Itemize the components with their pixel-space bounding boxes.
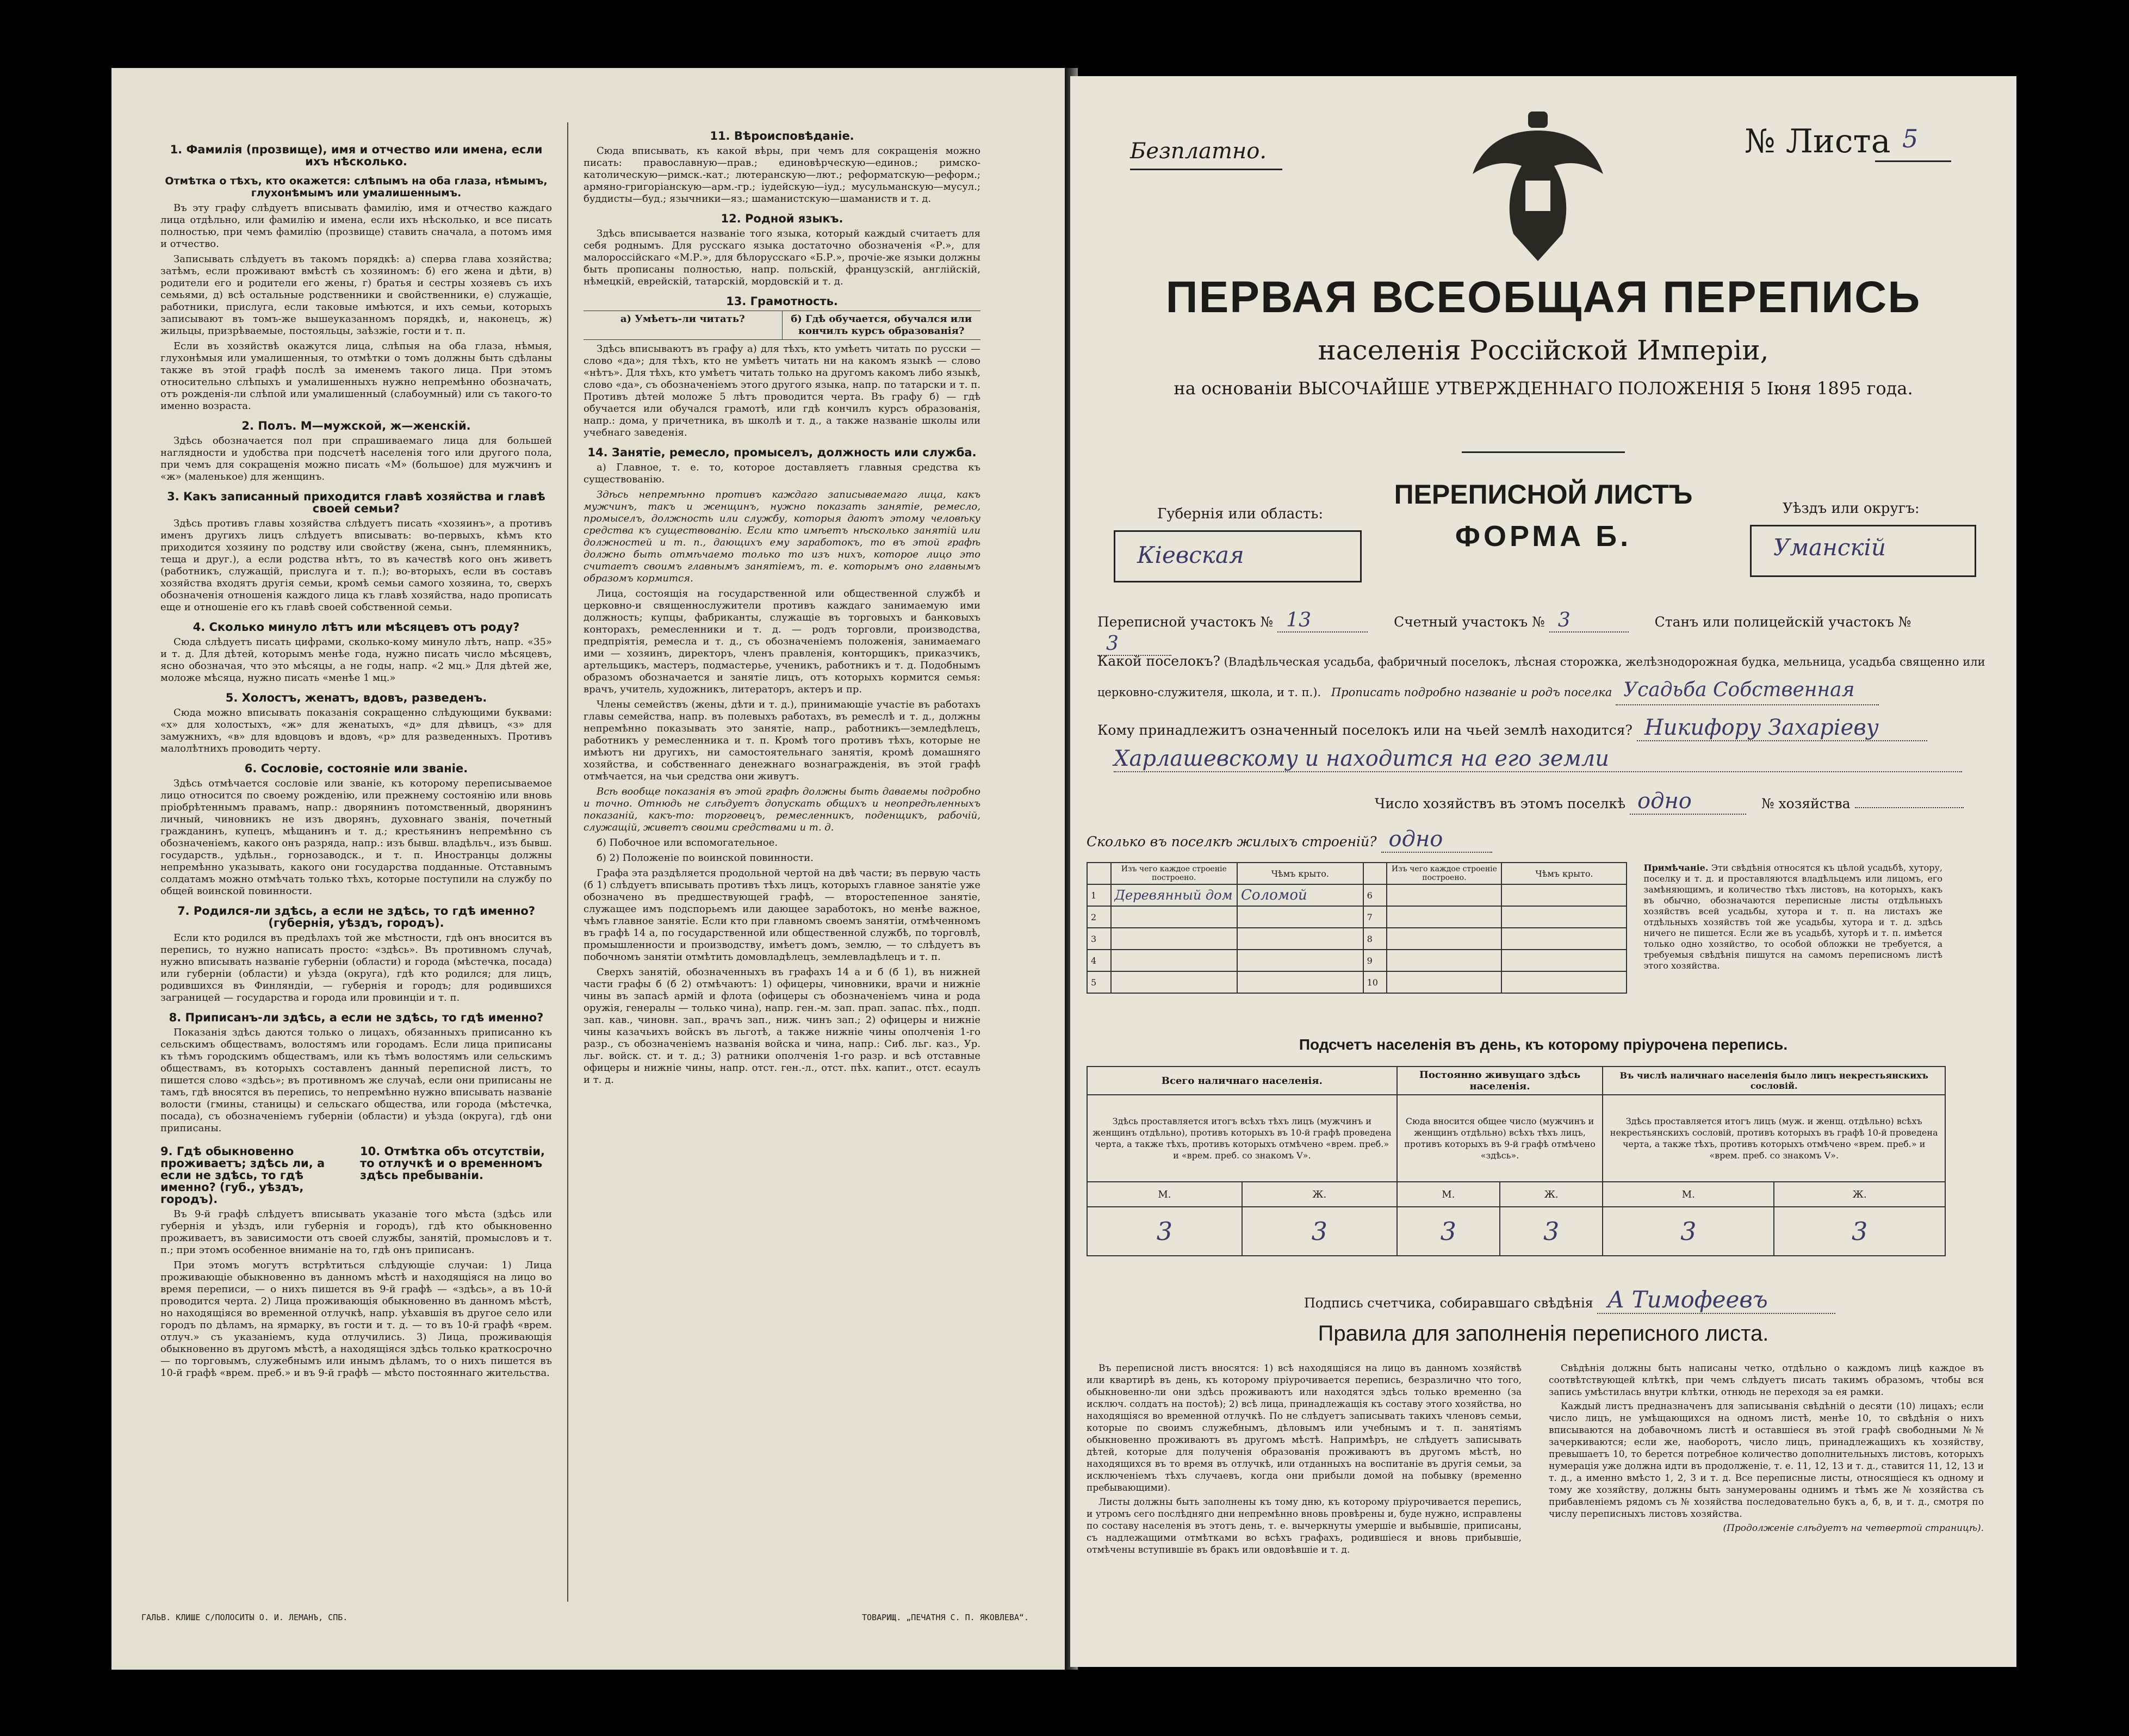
- table-header: Постоянно живущаго здѣсь населенія.: [1397, 1067, 1603, 1095]
- stan-label: Станъ или полицейскій участокъ №: [1654, 614, 1911, 630]
- uezd-box: [1750, 525, 1976, 577]
- paragraph: а) Главное, т. е. то, которое доставляетъ главныя средства къ существованію.: [584, 462, 980, 485]
- note-text: Эти свѣдѣнія относятся къ цѣлой усадьбѣ, хутору, поселку и т. д. и проставляются владѣльцемъ или лицомъ, его замѣняющимъ, и количество тѣхъ листовъ, на которыхъ, какъ въ обычно, обозначаются переписные листы отдѣльныхъ хозяйствъ всей усадьбы, хутора и т. п. на листахъ же отдѣльныхъ хозяйствъ той же усадьбы, хутора и т. д. здѣсь ничего не пишется. Если же въ усадьбѣ, хуторѣ и т. п. имѣется только одно хозяйство, то особой обложки не требуется, а требуемыя свѣдѣнія пишутся на самомъ переписномъ листѣ этого хозяйства.: [1643, 863, 1943, 971]
- section-heading: 1. Фамилія (прозвище), имя и отчество или имена, если ихъ нѣсколько.: [170, 143, 543, 168]
- sheet-number-underline: [1875, 160, 1951, 162]
- buildings-table: [1087, 862, 1946, 994]
- count-value: 3: [1774, 1207, 1945, 1256]
- row-number: 3: [1087, 928, 1111, 950]
- paragraph: Здѣсь непремѣнно противъ каждаго записываемаго лица, какъ мужчинъ, такъ и женщинъ, нужно показать занятіе, ремесло, промыселъ, должность или службу, которыя даютъ этому человѣку средства къ существованію. Если кто имѣетъ нѣсколько занятій или должностей и т. п., дающихъ ему заработокъ, то въ этой графѣ должно быть отмѣчаемо только то изъ нихъ, которое лицо это считаетъ своимъ главнымъ занятіемъ, т. е. которымъ оно главнымъ образомъ кормится.: [584, 489, 980, 584]
- table-cell: [1111, 950, 1238, 971]
- divider: [1462, 451, 1625, 453]
- section-heading: 9. Гдѣ обыкновенно проживаетъ; здѣсь ли, а если не здѣсь, то гдѣ именно? (губ., уѣздъ, городъ).: [160, 1145, 325, 1206]
- table-cell: [1237, 971, 1363, 993]
- sheet-number-value: 5: [1902, 124, 1919, 153]
- male-header: М.: [1087, 1182, 1242, 1207]
- instructions-column-2: [584, 122, 980, 1591]
- male-header: М.: [1397, 1182, 1500, 1207]
- section-heading: 14. Занятіе, ремесло, промыселъ, должность или служба.: [587, 446, 977, 459]
- section-heading: 5. Холостъ, женатъ, вдовъ, разведенъ.: [225, 691, 487, 704]
- instructions-column-1: [160, 136, 552, 1594]
- census-district-value: 13: [1277, 609, 1368, 633]
- row-number: 2: [1087, 906, 1111, 928]
- printer-credit: ГАЛЬВ. КЛИШЕ С/ПОЛОСИТЫ О. И. ЛЕМАНЪ, СПБ.: [141, 1613, 348, 1622]
- left-page: [111, 68, 1070, 1670]
- population-table: [1087, 1066, 1946, 1256]
- male-header: М.: [1603, 1182, 1774, 1207]
- double-headed-eagle-icon: [1462, 109, 1614, 272]
- paragraph: Записывать слѣдуетъ въ такомъ порядкѣ: а) сперва глава хозяйства; затѣмъ, если проживают вмѣстѣ съ хозяиномъ: б) его жена и дѣти, в) родители его и родители его жены, г) братья и сестры хозяевъ съ ихъ семьями, д) всѣ остальные родственники и свойственники, е) служащіе, работники, прислуга, если таковые имѣются, и ихъ семьи, которыхъ записывают въ томъ-же вышеуказанномъ порядкѣ, и, наконецъ, ж) жильцы, призрѣваемые, постояльцы, заѣзжіе, гости и т. п.: [160, 253, 552, 337]
- buildings-label: Сколько въ поселкѣ жилыхъ строеній?: [1087, 834, 1377, 850]
- counting-district-value: 3: [1549, 609, 1629, 633]
- paragraph: Сверхъ занятій, обозначенныхъ въ графахъ 14 а и б (б 1), въ нижней части графы б (б 2) отмѣчаютъ: 1) офицеры, чиновники, врачи и нижніе чины въ запасѣ армій и флота (офицеры съ обозначеніемъ чина и рода оружія, генералы — только чина), напр. ген.-м. зап. прап. запас. пѣх., подп. зап. кав., чиновн. зап., врачъ зап., ниж. чинъ зап.; 2) офицеры и нижніе чины казачьихъ войскъ въ льготѣ, а также нижніе чины ополченія 1-го разр., съ обозначеніемъ названія войска и чина, напр.: Сиб. льг. каз., Ур. льг. войск. ст. и т. д.; 3) ратники ополченія 1-го разр. и всѣ отставные офицеры и нижніе чины, напр. отст. ген.-л., отст. пѣх. капит., отст. есаулъ и т. д.: [584, 966, 980, 1086]
- table-cell: [1501, 884, 1627, 906]
- literacy-question-a: а) Умѣетъ-ли читать?: [584, 311, 783, 339]
- table-cell: Здѣсь проставляется итогъ всѣхъ тѣхъ лицъ (мужчинъ и женщинъ отдѣльно), противъ которыхъ въ 10-й графѣ проведена черта, а также тѣхъ, противъ которыхъ отмѣчено «врем. преб.» и «врем. преб. со знакомъ V».: [1087, 1095, 1397, 1182]
- paragraph: Показанія здѣсь даются только о лицахъ, обязанныхъ приписанно къ сельскимъ обществамъ, волостямъ или городамъ. Если лица приписаны къ тѣмъ городскимъ обществамъ, или къ тѣмъ волостямъ или сельскимъ обществамъ, въ которыхъ составленъ данный переписной листъ, то пишется слово «здѣсь»; въ противномъ же случаѣ, если они приписаны не тамъ, гдѣ вносятся въ перепись, то непремѣнно нужно вписывать названіе волости (гмины, станицы) и сельскаго общества, или города (мѣстечка, посада), съ обозначеніемъ губерніи (области) и уѣзда (округа), гдѣ они приписаны.: [160, 1027, 552, 1134]
- literacy-question-b: б) Гдѣ обучается, обучался или кончилъ курсъ образованія?: [791, 313, 972, 337]
- population-count-title: Подсчетъ населенія въ день, къ которому пріурочена перепись.: [1299, 1036, 1788, 1053]
- table-cell: [1387, 884, 1501, 906]
- table-cell: [1501, 906, 1627, 928]
- row-number: 8: [1363, 928, 1387, 950]
- building-roof: Соломой: [1237, 884, 1363, 906]
- count-value: 3: [1603, 1207, 1774, 1256]
- settlement-value: Усадьба Собственная: [1616, 676, 1879, 705]
- column-divider: [567, 122, 568, 1602]
- table-cell: [1387, 971, 1501, 993]
- counting-district-label: Счетный участокъ №: [1394, 614, 1545, 630]
- count-value: 3: [1087, 1207, 1242, 1256]
- row-number: 9: [1363, 950, 1387, 971]
- paragraph: При этомъ могутъ встрѣтиться слѣдующіе случаи: 1) Лица проживающіе обыкновенно въ данномъ мѣстѣ и находящіяся на лицо во время переписи, — о нихъ пишется въ 9-й графѣ — «здѣсь», а въ 10-й проводится черта. 2) Лица проживающія обыкновенно въ данномъ мѣстѣ, но находящіяся во временной отлучкѣ, напр. уѣхавшія въ другое село или городъ по дѣламъ, на ярмарку, въ гости и т. д. — то въ 10-й графѣ «врем. отлуч.» съ указаніемъ, куда отлучились. 3) Лица, проживающія обыкновенно въ другомъ мѣстѣ, а находящіяся здѣсь только краткосрочно — по торговымъ, служебнымъ или инымъ дѣламъ, то о нихъ пишется въ 10-й графѣ «врем. преб.» и въ 9-й графѣ — мѣсто постояннаго жительства.: [160, 1260, 552, 1379]
- signature-row: [1304, 1286, 1835, 1314]
- census-district-label: Переписной участокъ №: [1097, 614, 1274, 630]
- signature-label: Подпись счетчика, собиравшаго свѣдѣнія: [1304, 1295, 1593, 1311]
- table-header: Всего наличнаго населенія.: [1087, 1067, 1397, 1095]
- paragraph: Сюда можно вписывать показанія сокращенно слѣдующими буквами: «х» для холостыхъ, «ж» для женатыхъ, «д» для дѣвицъ, «з» для замужнихъ, «в» для вдовцовъ и вдовъ, «р» для разведенныхъ. Противъ малолѣтнихъ проводить черту.: [160, 707, 552, 754]
- row-number: 6: [1363, 884, 1387, 906]
- right-page: [1070, 76, 2016, 1667]
- note-title: Примѣчаніе.: [1643, 863, 1709, 873]
- paragraph: Всѣ вообще показанія въ этой графѣ должны быть даваемы подробно и точно. Отнюдь не слѣдуетъ допускать общихъ и неопредѣленныхъ показаній, какъ-то: торговецъ, ремесленникъ, поденщикъ, рабочій, служащій, живетъ своими средствами и т. д.: [584, 786, 980, 833]
- rules-column-right: [1549, 1362, 1984, 1536]
- table-cell: [1501, 928, 1627, 950]
- section-heading: 13. Грамотность.: [726, 295, 838, 308]
- signature-value: А Тимофеевъ: [1597, 1286, 1835, 1314]
- table-cell: [1387, 928, 1501, 950]
- rules-column-left: [1087, 1362, 1522, 1558]
- row-number: 4: [1087, 950, 1111, 971]
- table-cell: [1111, 906, 1238, 928]
- settlement-instruction: Прописать подробно названіе и родъ поселка: [1331, 686, 1612, 699]
- female-header: Ж.: [1774, 1182, 1945, 1207]
- paragraph: Листы должны быть заполнены къ тому дню, къ которому пріурочивается перепись, и утромъ сего послѣдняго дни непремѣнно вновь провѣрены и, буде нужно, исправлены по составу населенія въ этотъ день, т. е. вычеркнуты умершіе и выбывшіе, приписаны, съ надлежащими отмѣтками во всѣхъ графахъ, родившіеся и вновь прибывшіе, отмѣчены вступившіе въ бракъ или овдовѣвшіе и т. д.: [1087, 1497, 1522, 1555]
- table-cell: [1237, 928, 1363, 950]
- count-value: 3: [1397, 1207, 1500, 1256]
- paragraph: Въ переписной листъ вносятся: 1) всѣ находящіяся на лицо въ данномъ хозяйствѣ или квартирѣ въ день, къ которому пріурочивается перепись, безразлично что того, обыкновенно-ли они здѣсь проживаютъ или находятся здѣсь только временно (за исключ. солдатъ на постоѣ); 2) всѣ лица, принадлежащія къ составу этого хозяйства, но находящіяся во временной отлучкѣ. По не слѣдуетъ записывать такихъ членовъ семьи, которые по своимъ служебнымъ, дѣловымъ или учебнымъ и т. п. занятіямъ обыкновенно проживаютъ въ другомъ мѣстѣ. Напримѣръ, не слѣдуетъ записывать дѣтей, которые для полученія образованія проживаютъ въ другомъ мѣстѣ, но находящихся въ то время въ отлучкѣ, или отданныхъ на воспитаніе въ другія семьи, за исключеніемъ тѣхъ случаевъ, когда они прибыли домой на побывку (временно пребывающими).: [1087, 1363, 1522, 1493]
- table-header: Чѣмъ крыто.: [1237, 863, 1363, 884]
- paragraph: б) Побочное или вспомогательное.: [597, 837, 778, 848]
- settlement-hint: церковно-служителя, школа, и т. п.).: [1097, 686, 1321, 699]
- paragraph: Сюда вписывать, къ какой вѣры, при чемъ для сокращенія можно писать: православную—прав.; единовѣрческую—единов.; римско-католическую—римск.-кат.; лютеранскую—лют.; реформатскую—реформ.; армяно-григоріанскую—арм.-гр.; іудейскую—іуд.; мусульманскую—мусул.; буддисты—буд.; язычники—яз.; шаманистскую—шаманиств и т. д.: [584, 145, 980, 204]
- table-cell: [1087, 863, 1111, 884]
- households-label: Число хозяйствъ въ этомъ поселкѣ: [1375, 796, 1626, 811]
- table-cell: Здѣсь проставляется итогъ лицъ (муж. и женщ. отдѣльно) всѣхъ некрестьянскихъ сословій, противъ которыхъ въ графѣ 10-й проведена черта, а также тѣхъ, противъ которыхъ отмѣчено «врем. преб.» и «врем. преб. со знакомъ V».: [1603, 1095, 1945, 1182]
- table-cell: [1363, 863, 1387, 884]
- sheet-number-label: № Листа: [1745, 122, 1891, 160]
- table-cell: [1501, 950, 1627, 971]
- paragraph: Графа эта раздѣляется продольной чертой на двѣ части; въ первую часть (б 1) слѣдуетъ вписывать противъ тѣхъ лицъ, которыхъ главное занятіе уже обозначено въ предшествующей графѣ, — второстепенное занятіе, служащее имъ подспорьемъ или дающее заработокъ, но менѣе важное, чѣмъ главное занятіе. Если кто при главномъ своемъ занятіи, отмѣченномъ въ графѣ 14 а, по государственной или общественной службѣ, по торговлѣ, промышленности и производству, имѣетъ домъ, землю, — то слѣдуетъ въ побочномъ занятіи отмѣтить домовладѣлецъ, землевладѣлецъ и т. п.: [584, 867, 980, 963]
- table-cell: [1501, 971, 1627, 993]
- households-value: одно: [1630, 789, 1746, 815]
- gubernia-label: Губернія или область:: [1157, 506, 1324, 522]
- free-label: Безплатно.: [1130, 139, 1267, 164]
- row-number: 7: [1363, 906, 1387, 928]
- row-number: 10: [1363, 971, 1387, 993]
- settlement-hint: (Владѣльческая усадьба, фабричный поселокъ, лѣсная сторожка, желѣзнодорожная будка, мельница, усадьба священно или: [1224, 655, 1985, 668]
- section-heading: 8. Приписанъ-ли здѣсь, а если не здѣсь, то гдѣ именно?: [169, 1011, 544, 1024]
- count-value: 3: [1500, 1207, 1603, 1256]
- settlement-row: [1097, 647, 1989, 706]
- table-cell: [1111, 971, 1238, 993]
- paragraph: Если кто родился въ предѣлахъ той же мѣстности, гдѣ онъ вносится въ перепись, то нужно написать просто: «здѣсь». Въ противномъ случаѣ, нужно вписывать названіе губерніи (области) и города (мѣстечка, посада) или губерніи (области) и уѣзда (округа), гдѣ кто родился; для лицъ, родившихся въ Финляндіи, — губернія и городъ; для родившихся заграницей — государства и города или провинціи и т. п.: [160, 932, 552, 1003]
- paragraph: Здѣсь вписываютъ въ графу а) для тѣхъ, кто умѣетъ читать по русски — слово «да»; для тѣхъ, кто не умѣетъ читать ни на какомъ языкѣ — слово «нѣтъ». Для тѣхъ, кто умѣетъ читать только на другомъ какомъ либо языкѣ, слово «да», съ обозначеніемъ этого другого языка, напр. по татарски и т. п. Противъ дѣтей моложе 5 лѣтъ проводится черта. Въ графу б) — гдѣ обучается или обучался грамотѣ, или гдѣ кончилъ курсъ образованія, напр.: дома, у причетника, въ школѣ и т. д., а также названіе школы или учебнаго заведенія.: [584, 343, 980, 438]
- table-header: Изъ чего каждое строеніе построено.: [1111, 863, 1238, 884]
- buildings-value: одно: [1381, 827, 1492, 853]
- continued-note: (Продолженіе слѣдуетъ на четвертой страницѣ).: [1723, 1523, 1984, 1534]
- paragraph: б) 2) Положеніе по воинской повинности.: [597, 852, 814, 864]
- row-number: 5: [1087, 971, 1111, 993]
- table-cell: [1387, 906, 1501, 928]
- buildings-row: [1087, 827, 1492, 853]
- paragraph: Каждый листъ предназначенъ для записыванія свѣдѣній о десяти (10) лицахъ; если число лицъ, не умѣщающихся на одномъ листѣ, менѣе 10, то свѣдѣнія о нихъ вписываются на добавочномъ листѣ и оставшіеся въ этой графѣ свободными №№ зачеркиваются; если же, наоборотъ, число лицъ, принадлежащихъ къ хозяйству, превышаетъ 10, то берется потребное количество дополнительныхъ листовъ, которыхъ нумерація уже должна идти въ продолженіе, т. е. 11, 12, 13 и т. д., ставится 11, 12, 13 и т. д., а именно вмѣсто 1, 2, 3 и т. д. Все переписные листы, относящіеся къ одному и тому же хозяйству, должны быть занумерованы однимъ и тѣмъ же № хозяйства съ прибавленіемъ рядомъ съ № хозяйства последовательно букъ а, б, в, и т. д., смотря по числу переписныхъ листовъ хозяйства.: [1549, 1401, 1984, 1520]
- stan-value: 3: [1097, 633, 1171, 656]
- building-material: Деревянный дом: [1111, 884, 1238, 906]
- paragraph: Члены семействъ (жены, дѣти и т. д.), принимающіе участіе въ работахъ главы семейства, напр. въ полевыхъ работахъ, въ ремеслѣ и т. д., должны непремѣнно показывать это занятіе, напр., работникъ—земледѣлецъ, работникъ у ремесленника и т. п. Кромѣ того противъ тѣхъ, которые не имѣютъ ни другихъ, ни самостоятельнаго занятія, кромѣ домашняго хозяйства, и собственнаго денежнаго вознагражденія, въ этой графѣ отмѣчается, на чьи средства они живутъ.: [584, 699, 980, 782]
- table-header: Чѣмъ крыто.: [1501, 863, 1627, 884]
- table-cell: [1387, 950, 1501, 971]
- printer-credit: ТОВАРИЩ. „ПЕЧАТНЯ С. П. ЯКОВЛЕВА“.: [862, 1613, 1029, 1622]
- table-cell: [1111, 928, 1238, 950]
- section-heading: Отмѣтка о тѣхъ, кто окажется: слѣпымъ на оба глаза, нѣмымъ, глухонѣмымъ или умалишеннымъ.: [165, 175, 548, 199]
- household-number-label: № хозяйства: [1761, 796, 1851, 811]
- table-cell: Сюда вносится общее число (мужчинъ и женщинъ отдѣльно) всѣхъ тѣхъ лицъ, противъ которыхъ въ 9-й графѣ отмѣчено «здѣсь».: [1397, 1095, 1603, 1182]
- table-cell: [1237, 950, 1363, 971]
- form-subtitle: ФОРМА Б.: [1455, 520, 1632, 553]
- section-heading: 10. Отмѣтка объ отсутствіи, то отлучкѣ и о временномъ здѣсь пребываніи.: [360, 1145, 545, 1182]
- paragraph: Въ 9-й графѣ слѣдуетъ вписывать указаніе того мѣста (здѣсь или губернія и уѣздъ, или губернія и городъ), гдѣ кто обыкновенно проживаетъ, въ зависимости отъ своей службы, занятій, промысловъ и т. п.; при этомъ особенное вниманіе на то, гдѣ онъ приписанъ.: [160, 1208, 552, 1256]
- table-header: Въ числѣ наличнаго населенія было лицъ некрестьянскихъ сословій.: [1603, 1067, 1945, 1095]
- owner-row: [1097, 715, 1989, 741]
- gubernia-value: Кіевская: [1137, 542, 1244, 568]
- paragraph: Здѣсь противъ главы хозяйства слѣдуетъ писать «хозяинъ», а противъ именъ другихъ лицъ слѣдуетъ вписывать: во-первыхъ, кѣмъ кто приходится хозяину по родству или свойству (жена, сынъ, племянникъ, теща и друг.), а если родства нѣтъ, то въ качествѣ кого онъ живетъ (работникъ, служащій, прислуга и т. п.); во-вторыхъ, если въ составъ хозяйства входятъ другія семьи, кромѣ семьи самого хозяина, то, сверхъ обозначенія отношенія каждого лица къ главѣ хозяйства, надо прописать еще и отношеніе его къ главѣ своей собственной семьи.: [160, 518, 552, 613]
- paragraph: Сюда слѣдуетъ писать цифрами, сколько-кому минуло лѣтъ, напр. «35» и т. д. Для дѣтей, которымъ менѣе года, нужно писать число мѣсяцевъ, ясно обозначая, что это мѣсяцы, а не годы, напр. «2 мц.» Для дѣтей же, моложе мѣсяца, нужно писать «менѣе 1 мц.»: [160, 636, 552, 684]
- uezd-value: Уманскій: [1773, 534, 1886, 561]
- paragraph: Здѣсь отмѣчается сословіе или званіе, къ которому переписываемое лицо относится по своему рожденію, или прежнему состоянію или вновь пріобрѣтеннымъ правамъ, напр.: дворянинъ потомственный, дворянинъ личный, чиновникъ не изъ дворянъ, духовнаго званія, почетный гражданинъ, купецъ, мѣщанинъ и т. д.; крестьянинъ непремѣнно съ обозначеніемъ, какого онъ разряда, напр.: изъ бывш. владѣльч., изъ бывш. государств., удѣльн., горнозаводск., и т. п. Иностранцы должны непремѣнно указывать, какого они государства подданные. Отставнымъ солдатамъ можно отмѣчать только тѣхъ, которые поступили на службу по общей воинской повинности.: [160, 778, 552, 897]
- buildings-note: [1627, 863, 1946, 993]
- household-number-field: [1855, 807, 1964, 808]
- paragraph: Въ эту графу слѣдуетъ вписывать фамилію, имя и отчество каждаго лица отдѣльно, или фамилію и имена, если ихъ нѣсколько, и все писать полностью, при чемъ фамилію (прозвище) ставить сначала, а потомъ имя и отчество.: [160, 202, 552, 250]
- settlement-label: Какой поселокъ?: [1097, 653, 1220, 669]
- paragraph: Здѣсь обозначается пол при спрашиваемаго лица для большей наглядности и удобства при подсчетѣ населенія того или другого пола, при чемъ для сокращенія можно писать «М» (большое) для мужчинъ и «ж» (маленькое) для женщинъ.: [160, 435, 552, 482]
- paragraph: Если въ хозяйствѣ окажутся лица, слѣпыя на оба глаза, нѣмыя, глухонѣмыя или умалишенныя, то отмѣтки о томъ должны быть сдѣланы также въ этой графѣ послѣ за именемъ такого лица. При этомъ относительно слѣпыхъ и умалишенныхъ нужно непремѣнно обозначать, отъ рожденія-ли слѣпой или умалишенный (слабоумный) или съ такого-то именно возраста.: [160, 340, 552, 412]
- owner-value-continued: Харлашевскому и находится на его земли: [1114, 746, 1962, 772]
- section-heading: 7. Родился-ли здѣсь, а если не здѣсь, то гдѣ именно? (губернія, уѣздъ, городъ).: [177, 904, 536, 929]
- page-subtitle: населенія Россійской Имперіи,: [1318, 334, 1769, 366]
- paragraph: Лица, состоящія на государственной или общественной службѣ и церковно-и священнослужители противъ каждаго занимаемую ими должность; купцы, фабриканты, служащіе въ торговыхъ и банковыхъ конторахъ, ремесленники и т. д. — родъ торговли, производства, предпріятія, ремесла и т. д., съ обозначеніемъ положенія, занимаемаго ими — хозяинъ, директоръ, членъ правленія, конторщикъ, приказчикъ, артельщикъ, мастеръ, подмастерье, ученикъ, работникъ и т. д. Подобнымъ образомъ обозначается и занятіе лицъ, отъ которыхъ кормится семья: врачъ, учитель, художникъ, литераторъ, актеръ и пр.: [584, 588, 980, 695]
- section-heading: 12. Родной языкъ.: [721, 212, 843, 225]
- owner-value: Никифору Захаріеву: [1637, 715, 1927, 741]
- paragraph: Здѣсь вписывается названіе того языка, который каждый считаетъ для себя роднымъ. Для русскаго языка достаточно обозначенія «Р.», для малороссійскаго «М.Р.», для бѣлорусскаго «Б.Р.», прочіе-же языки должны быть прописаны полностью, напр. польскій, французскій, англійскій, нѣмецкій, еврейскій, татарскій, мордовскій и т. д.: [584, 228, 980, 287]
- section-heading: 4. Сколько минуло лѣтъ или мѣсяцевъ отъ роду?: [193, 621, 520, 634]
- female-header: Ж.: [1242, 1182, 1397, 1207]
- uezd-label: Уѣздъ или округъ:: [1783, 500, 1920, 517]
- section-heading: 11. Вѣроисповѣданіе.: [710, 129, 854, 142]
- form-title: ПЕРЕПИСНОЙ ЛИСТЪ: [1394, 479, 1693, 510]
- female-header: Ж.: [1500, 1182, 1603, 1207]
- section-heading: 2. Полъ. М—мужской, ж—женскій.: [241, 419, 471, 432]
- paragraph: Свѣдѣнія должны быть написаны четко, отдѣльно о каждомъ лицѣ каждое въ соотвѣтствующей клѣткѣ, при чемъ слѣдуетъ писать такимъ образомъ, чтобы вся запись умѣстилась внутри клѣтки, отнюдь не переходя за ея рамки.: [1549, 1363, 1984, 1398]
- free-label-underline: [1130, 169, 1282, 170]
- count-value: 3: [1242, 1207, 1397, 1256]
- row-number: 1: [1087, 884, 1111, 906]
- households-row: [1375, 789, 1995, 815]
- section-heading: 6. Сословіе, состояніе или званіе.: [244, 762, 468, 775]
- page-title: ПЕРВАЯ ВСЕОБЩАЯ ПЕРЕПИСЬ: [1165, 272, 1921, 322]
- table-cell: [1237, 906, 1363, 928]
- rules-title: Правила для заполненія переписного листа.: [1318, 1322, 1769, 1346]
- table-header: Изъ чего каждое строеніе построено.: [1387, 863, 1501, 884]
- section-heading: 3. Какъ записанный приходится главѣ хозяйства и главѣ своей семьи?: [167, 490, 545, 515]
- gubernia-box: [1114, 530, 1362, 582]
- page-subtitle: на основаніи ВЫСОЧАЙШЕ УТВЕРЖДЕННАГО ПОЛОЖЕНІЯ 5 Іюня 1895 года.: [1174, 378, 1913, 399]
- owner-label: Кому принадлежитъ означенный поселокъ или на чьей землѣ находится?: [1097, 722, 1633, 738]
